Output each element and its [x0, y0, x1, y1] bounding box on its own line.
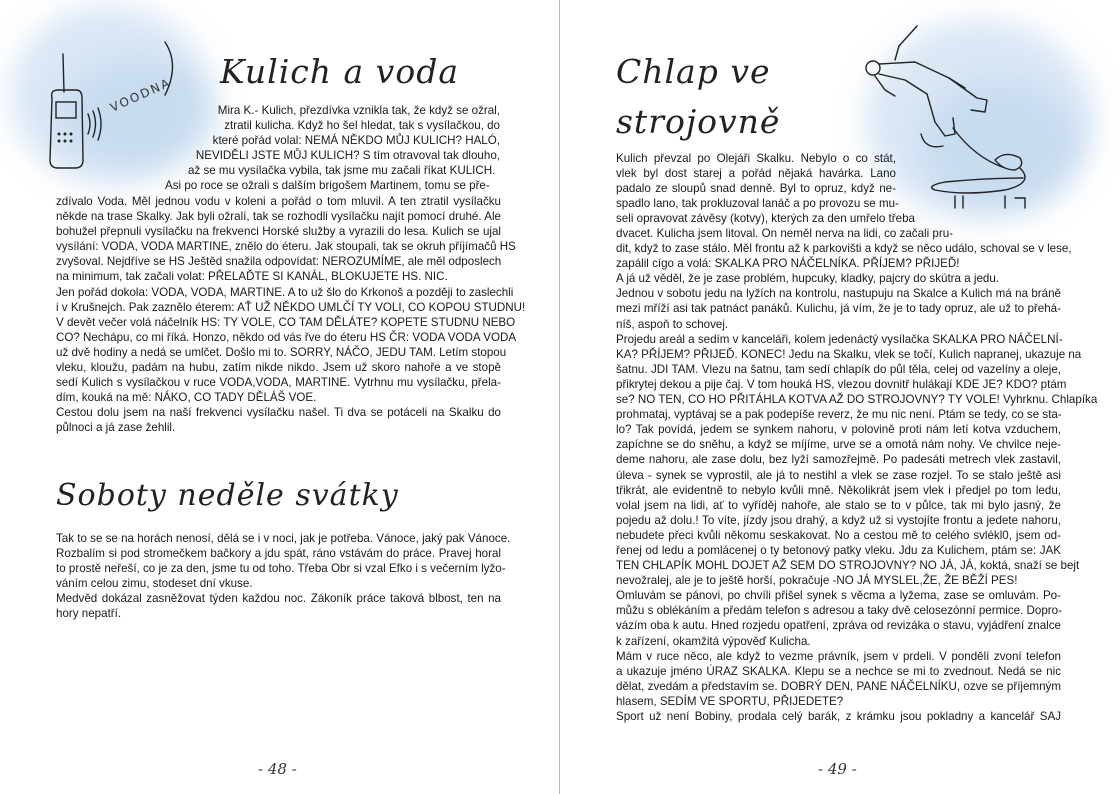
text-line: na minimum, tak začali volat: PŘELAĎTE SI KANÁL, BLOKUJETE HS. NIC. — [56, 270, 448, 284]
text-line: zvyšoval. Nejdříve se HS Ještěd snažila odpovídat: NEROZUMÍME, ale měl odposlech — [56, 255, 502, 269]
text-line: to prostě neřeší, co je za den, jsme tu od toho. Třeba Obr si vzal Efko i s večerním lyžo- — [56, 562, 506, 576]
text-line: můžu s oblékáním a předám telefon s adresou a taky dvě celosezónní permice. Dopro- — [616, 604, 1062, 618]
text-line: zapíchne se do sněhu, a když se míjíme, urve se a omotá nám nohy. Ve chvilce neje- — [616, 438, 1061, 452]
body-paragraph — [616, 226, 1098, 724]
text-line: vlek byl dost starej a pořád nějaká havárka. Lano — [616, 167, 896, 181]
text-line: někde na trase Skalky. Jak byli ožralí, tak se rozhodli vysílačku najít pomocí druhé. Ale — [56, 210, 501, 224]
text-line: Medvěd dokázal zasněžovat týden každou noc. Zákoník práce taková blbost, ten na — [56, 592, 501, 606]
section-paragraph — [56, 531, 511, 622]
right-page — [560, 0, 1119, 794]
text-line: NEVIDĚLI JSTE MŮJ KULICH? S tím otravoval tak dlouho, — [195, 149, 500, 163]
text-line: vleku, kloužu, padám na hubu, zatím nikde nikdo. Jsem už skoro nahoře a ve stopě — [56, 361, 501, 375]
text-line: Mira K.- Kulich, přezdívka vznikla tak, že když se ožral, — [217, 104, 500, 117]
text-line: V devět večer volá náčelník HS: TY VOLE, CO TAM DĚLÁTE? KOPETE STUDNU NEBO — [56, 315, 516, 329]
text-line: dit, když to zase stálo. Měl frontu až k parkovišti a když se něco událo, schoval se v lese, — [616, 242, 1072, 256]
chapter-title-line2: strojovně — [616, 102, 781, 141]
text-line: seli opravovat závěsy (kotvy), kterých za den umřelo třeba — [616, 212, 915, 226]
text-line: Mám v ruce něco, ale když to vezme právník, jsem v prdeli. V pondělí zvoní telefon — [616, 649, 1061, 663]
text-line: Omluvám se pánovi, po chvíli přišel synek s věcma a lyžema, zase se omluvám. Po- — [616, 589, 1061, 603]
text-line: vázím oba k autu. Hned rozjedu opatření, zpráva od revizáka o stavu, vyjádření znalce — [616, 619, 1061, 633]
text-line: se? NO TEN, CO HO PŘITÁHLA KOTVA AŽ DO STROJOVNY? TY VOLE! Vyhrknu. Chlapíka — [616, 393, 1098, 407]
text-line: Rozbalím si pod stromečkem bačkory a jdu spát, ráno vstávám do práce. Pravej horal — [56, 547, 501, 561]
text-line: nevožralej, ale je to ještě horší, pokračuje -NO JÁ MYSLEL,ŽE, ŽE BĚŽÍ PES! — [616, 574, 1018, 588]
text-line: ztratil kulicha. Když ho šel hledat, tak s vysílačkou, do — [224, 119, 500, 133]
text-line: váním celou zimu, stodeset dní vkuse. — [56, 577, 253, 591]
text-line: šatnu. JDI TAM. Vlezu na šatnu, tam sedí chlapík do půl těla, celej od vazelíny a oleje, — [616, 362, 1061, 376]
text-line: Cestou dolu jsem na naší frekvenci vysílačku našel. Ti dva se potáceli na Skalku do — [56, 406, 501, 420]
body-paragraph — [56, 194, 526, 436]
text-line: zapálil cígo a volá: SKALKA PRO NÁČELNÍKA. PŘÍJEM? PŘIJEĎ! — [616, 257, 960, 271]
text-line: půlnoci a já zase žehlil. — [56, 421, 176, 435]
text-line: padalo ze sloupů snad denně. Byl to opruz, když ne- — [616, 182, 896, 196]
section-title: Soboty neděle svátky — [56, 478, 399, 513]
text-line: Sport už není Bobiny, prodala celý barák, z krámku jsou pokladny a kancelář SAJ — [616, 710, 1061, 723]
text-line: hory nepatří. — [56, 607, 122, 621]
text-line: nebudete přeci kvůli někomu seskakovat. No a cestou mě to celého svlékl0, jsem od- — [616, 528, 1061, 542]
text-line: Tak to se se na horách nenosí, dělá se i v noci, jak je potřeba. Vánoce, jaký pak Vánoce. — [56, 532, 511, 545]
text-line: řenej od ledu a pomlácenej o ty betonový patky vleku. Jdu za Kulichem, ptám se: JAK — [616, 543, 1061, 557]
text-line: níš, aspoň to schovej. — [616, 317, 729, 331]
text-line: úleva - synek se vyprostil, ale já to nestihl a vlek se zase rozjel. To se stalo ještě asi — [616, 468, 1061, 482]
text-line: už dvě hodiny a nedá se umlčet. Došlo mi to. SORRY, NÁČO, JEDU TAM. Letím stopou — [56, 345, 507, 359]
text-line: lo? Tak povídá, jedem se synkem nahoru, v polovině proti nám letí kotva vzduchem, — [616, 423, 1061, 437]
text-line: Projedu areál a sedím v kanceláři, kolem jedenáctý vysílačka SKALKA PRO NÁČELNÍ- — [616, 332, 1063, 346]
text-line: dělat, zvedám a představím se. DOBRÝ DEN, PANE NÁČELNÍKU, ozve se příjemným — [616, 679, 1061, 693]
text-line: mezi mříží asi tak patnáct panáků. Kulichu, já vím, že je to tady opruz, ale už to přehá- — [616, 302, 1061, 316]
text-line: zdívalo Voda. Měl jednou vodu v koleni a pořád o tom mluvil. A ten ztratil vysílačku — [56, 195, 501, 208]
chapter-title-line1: Chlap ve — [616, 52, 771, 91]
text-line: vysílání: VODA, VODA MARTINE, znělo do éteru. Jak stoupali, tak se okruh příjímačů HS — [56, 240, 516, 254]
text-line: volal jsem na lidi, ať to vyříděj nahoře, ale stalo se to v půlce, tak mi bylo jasný, že — [616, 498, 1061, 512]
text-line: spadlo lano, tak prokluzoval lanáč a po provozu se mu- — [616, 197, 899, 211]
text-line: i v Krušnejch. Pak zaznělo éterem: AŤ UŽ NĚKDO UMLČÍ TY VOLI, CO KOPOU STUDNU! — [56, 300, 526, 314]
intro-paragraph — [616, 151, 915, 226]
text-line: dím, kouká na mě: NÁKO, CO TADY DĚLÁŠ VOE. — [56, 391, 317, 405]
left-page — [0, 0, 559, 794]
text-line: které pořád volal: NEMÁ NĚKDO MŮJ KULICH? HALÓ, — [212, 134, 500, 148]
page-number: - 48 - — [258, 760, 297, 778]
text-line: hlasem, SEDÍM VE SPORTU, PŘIJEDETE? — [616, 694, 844, 708]
text-line: KA? PŘÍJEM? PŘIJEĎ. KONEC! Jedu na Skalku, vlek se točí, Kulich napranej, ukazuje na — [616, 347, 1082, 361]
text-line: deme nahoru, ale zase dolu, bez lyží samozřejmě. Po padesáti metrech vlek zastavil, — [616, 453, 1061, 467]
page-number: - 49 - — [818, 760, 857, 778]
text-line: a ukazuje jméno ÚRAZ SKALKA. Klepu se a nechce se mi to zvednout. Nedá se nic — [616, 664, 1061, 678]
text-line: až se mu vysílačka vybila, tak jsme mu začali říkat KULICH. — [188, 164, 496, 178]
text-line: dvacet. Kulicha jsem litoval. On neměl nerva na lidi, co začali pru- — [616, 227, 954, 240]
intro-paragraph — [165, 103, 500, 194]
text-line: Asi po roce se ožrali s dalším brigošem Martinem, tomu se pře- — [165, 179, 490, 193]
text-line: A já už věděl, že je zase problém, hupcuky, kladky, pajcry do skútra a jedu. — [616, 272, 1000, 286]
radio-sketch-text: VOODNA — [107, 75, 174, 115]
text-line: Jednou v sobotu jedu na lyžích na kontrolu, nastupuju na Skalce a Kulich má na bráně — [616, 287, 1061, 301]
text-line: sedí Kulich s vysílačkou v ruce VODA,VODA, MARTINE. Vytrhnu mu vysílačku, přela- — [56, 376, 501, 390]
text-line: Jen pořád dokola: VODA, VODA, MARTINE. A to už šlo do Krkonoš a později to zaslechli — [56, 285, 514, 299]
text-line: Kulich převzal po Olejáři Skalku. Nebylo o co stát, — [616, 152, 896, 165]
text-line: třikrát, ale evidentně to nebylo kvůli mně. Několikrát jsem vlek i předjel po tom ledu, — [616, 483, 1061, 497]
text-line: CO? Nechápu, co mi říká. Honzo, někdo od vás řve do éteru HS ČR: VODA VODA VODA — [56, 330, 517, 344]
text-line: k zařízení, okamžitá výpověď Kulicha. — [616, 634, 811, 648]
text-line: prohmataj, vyptávaj se a pak podepíše reverz, že mu nic není. Ptám se tedy, co se sta- — [616, 408, 1062, 422]
text-line: pojedu až dolu.! To víte, jízdy jsou drahý, a když už si vystojíte frontu a jedete nahoru, — [616, 513, 1061, 527]
chapter-title: Kulich a voda — [220, 52, 459, 91]
text-line: bohužel přepnuli vysílačku na frekvenci Horské služby a vyrazili do lesa. Kulich se ujal — [56, 225, 501, 239]
text-line: přikrytej dekou a pije čaj. V tom houká HS, vlezou dovnitř hulákají KDE JE? KDO? ptám — [616, 377, 1067, 391]
text-line: TEN CHLAPÍK MOHL DOJET AŽ SEM DO STROJOVNY? NO JÁ, JÁ, koktá, snaží se bejt — [616, 559, 1080, 573]
